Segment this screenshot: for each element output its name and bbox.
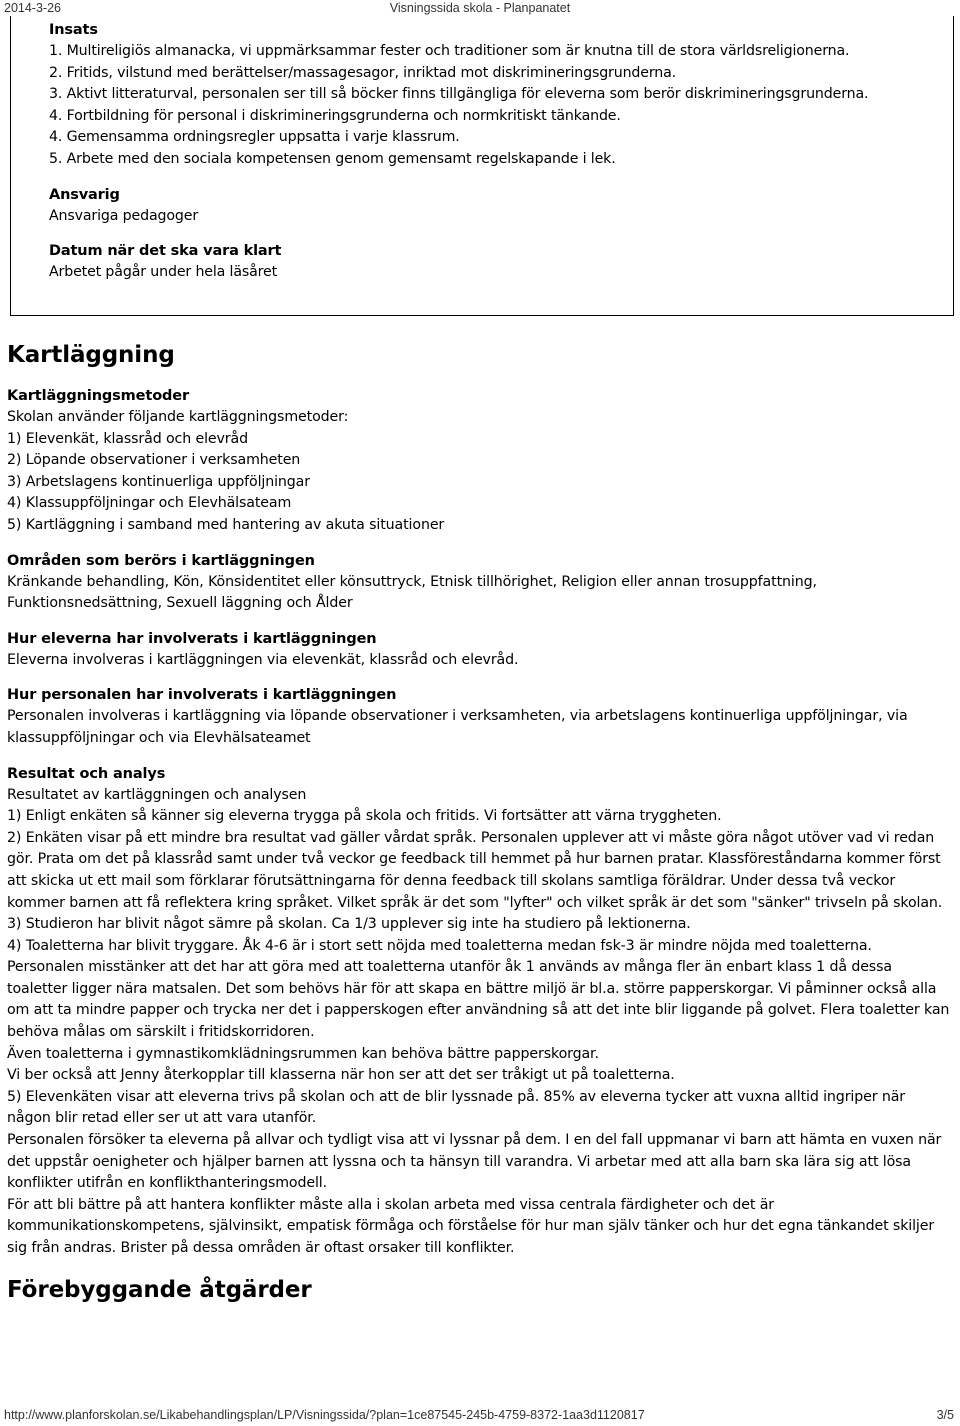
- page-number: 3/5: [936, 1408, 954, 1422]
- insats-plan-box: [10, 16, 954, 316]
- section-elever: [7, 628, 953, 672]
- insats-item: 2. Fritids, vilstund med berättelser/massagesagor, inriktad mot diskrimineringsgrunderna.: [49, 64, 677, 81]
- personal-heading: Hur personalen har involverats i kartläggningen: [7, 687, 397, 704]
- resultat-heading: Resultat och analys: [7, 765, 166, 782]
- omraden-heading: Områden som berörs i kartläggningen: [7, 552, 315, 569]
- section-omraden: [7, 550, 953, 615]
- insats-item: 1. Multireligiös almanacka, vi uppmärksammar fester och traditioner som är knutna till de stora världsreligionerna.: [49, 43, 850, 59]
- section-title-forebyggande: Förebyggande åtgärder: [7, 1276, 312, 1303]
- resultat-paragraph: 2) Enkäten visar på ett mindre bra resultat vad gäller vårdat språk. Personalen upplever att vi måste göra något utöver vad vi redan gör. Prata om det på klassråd samt under två veckor ge feedback till hemmet på hur barnen pratar. Klassföreståndarna kommer först att skicka ut ett mail som förklarar förutsättningarna för denna feedback till skolans samtliga föräldrar. Under dessa två veckor kommer barnen att få reflektera kring språket. Vilket språk är det som "lyfter" och vilket språk är det som "sänker" trivseln på skolan.: [7, 829, 943, 911]
- print-footer: [0, 1404, 960, 1426]
- metoder-line: 4) Klassuppföljningar och Elevhälsateam: [7, 495, 292, 512]
- print-date: 2014-3-26: [4, 1, 61, 15]
- metoder-line: 3) Arbetslagens kontinuerliga uppföljningar: [7, 473, 310, 490]
- section-personal: [7, 684, 953, 749]
- resultat-paragraph: 3) Studieron har blivit något sämre på skolan. Ca 1/3 upplever sig inte ha studiero på lektionerna.: [7, 916, 691, 933]
- metoder-line: 1) Elevenkät, klassråd och elevråd: [7, 430, 248, 447]
- insats-heading: Insats: [49, 22, 98, 38]
- metoder-heading: Kartläggningsmetoder: [7, 388, 190, 404]
- metoder-line: 5) Kartläggning i samband med hantering av akuta situationer: [7, 516, 445, 533]
- insats-item: 4. Fortbildning för personal i diskrimineringsgrunderna och normkritiskt tänkande.: [49, 107, 621, 124]
- section-resultat: [7, 763, 953, 1260]
- omraden-text: Kränkande behandling, Kön, Könsidentitet eller könsuttryck, Etnisk tillhörighet, Religion eller annan trosuppfattning, Funktionsnedsättning, Sexuell läggning och Ålder: [7, 573, 817, 612]
- main-content: [7, 338, 953, 1320]
- elever-text: Eleverna involveras i kartläggningen via elevenkät, klassråd och elevråd.: [7, 651, 519, 668]
- resultat-paragraph: Vi ber också att Jenny återkopplar till klasserna när hon ser att det ser tråkigt ut på toaletterna.: [7, 1067, 675, 1084]
- resultat-paragraph: Personalen försöker ta eleverna på allvar och tydligt visa att vi lyssnar på dem. I en del fall uppmanar vi barn att hämta en vuxen när det uppstår oenigheter och hjälper barnen att lyssna och ta hänsyn till varandra. Vi arbetar med att alla barn ska lära sig att lösa konflikter utifrån en konflikthanteringsmodell.: [7, 1132, 942, 1192]
- resultat-paragraph: Resultatet av kartläggningen och analysen: [7, 786, 307, 803]
- metoder-line: Skolan använder följande kartläggningsmetoder:: [7, 409, 349, 425]
- datum-heading: Datum när det ska vara klart: [49, 243, 282, 260]
- section-metoder: [7, 385, 953, 537]
- insats-item: 4. Gemensamma ordningsregler uppsatta i varje klassrum.: [49, 129, 460, 146]
- print-page-title: Visningssida skola - Planpanatet: [389, 1, 571, 15]
- print-url[interactable]: http://www.planforskolan.se/Likabehandlingsplan/LP/Visningssida/?plan=1ce87545-245b-4759-8372-1aa3d1120817: [4, 1408, 645, 1422]
- personal-text: Personalen involveras i kartläggning via löpande observationer i verksamheten, via arbetslagens kontinuerliga uppföljningar, via klassuppföljningar och via Elevhälsateamet: [7, 708, 908, 746]
- resultat-paragraph: 5) Elevenkäten visar att eleverna trivs på skolan och att de blir lyssnade på. 85% av eleverna tycker att vuxna alltid ingriper när någon blir retad eller ser ut att vara utanför.: [7, 1088, 905, 1127]
- resultat-paragraph: 4) Toaletterna har blivit tryggare. Åk 4-6 är i stort sett nöjda med toaletterna medan fsk-3 är mindre nöjda med toaletterna. Personalen misstänker att det har att göra med att toaletterna utanför åk 1 används av många fler än enbart klass 1 då dessa toaletter ligger nära matsalen. Det som behövs här för att skapa en bättre miljö är bl.a. större papperskorgar. Vi påminner också alla om att ta mindre papper och trycka ner det i papperskogen efter användning så att det inte blir liggande på golvet. Flera toaletter kan behöva målas om särskilt i fritidskorridoren.: [7, 937, 950, 1041]
- datum-text: Arbetet pågår under hela läsåret: [49, 264, 278, 281]
- section-title-kartlaggning: Kartläggning: [7, 342, 175, 368]
- metoder-line: 2) Löpande observationer i verksamheten: [7, 452, 301, 469]
- insats-item: 3. Aktivt litteraturval, personalen ser till så böcker finns tillgängliga för eleverna som berör diskrimineringsgrunderna.: [49, 86, 869, 103]
- resultat-paragraph: Även toaletterna i gymnastikomklädningsrummen kan behöva bättre papperskorgar.: [7, 1045, 599, 1062]
- elever-heading: Hur eleverna har involverats i kartläggningen: [7, 630, 377, 647]
- ansvarig-heading: Ansvarig: [49, 186, 120, 203]
- ansvarig-text: Ansvariga pedagoger: [49, 207, 199, 224]
- resultat-paragraph: 1) Enligt enkäten så känner sig eleverna trygga på skola och fritids. Vi fortsätter att värna tryggheten.: [7, 808, 722, 825]
- insats-item: 5. Arbete med den sociala kompetensen genom gemensamt regelskapande i lek.: [49, 150, 616, 167]
- resultat-paragraph: För att bli bättre på att hantera konflikter måste alla i skolan arbeta med vissa centrala färdigheter och det är kommunikationskompetens, självinsikt, empatisk förmåga och förståelse för hur man själv tänker och hur det egna tänkandet skiljer sig från andras. Brister på dessa områden är oftast orsaker till konflikter.: [7, 1196, 935, 1256]
